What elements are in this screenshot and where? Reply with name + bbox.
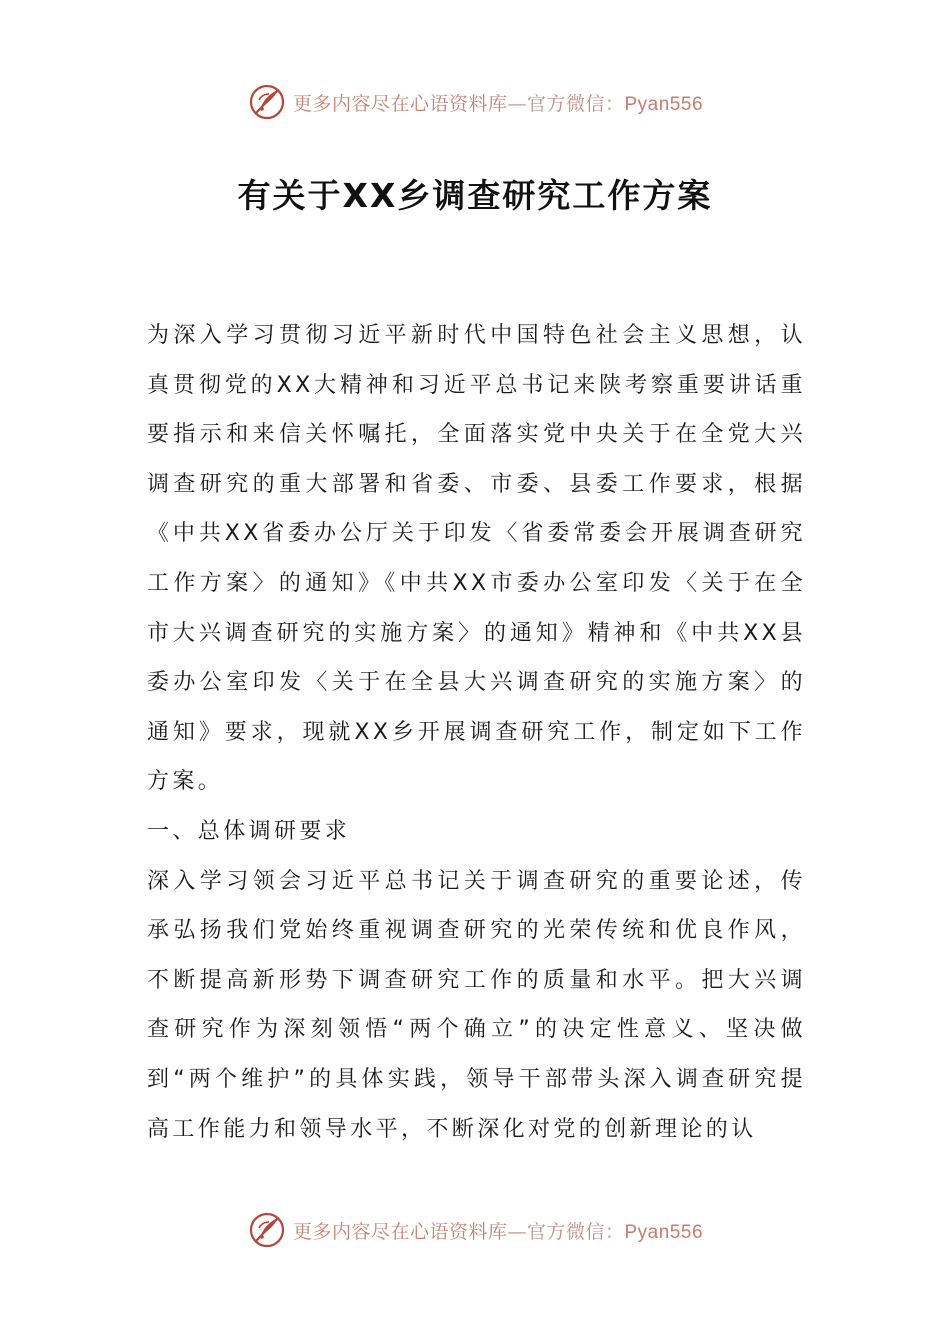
watermark-separator: — bbox=[507, 92, 527, 115]
watermark-wechat-id: Pyan556 bbox=[624, 1221, 704, 1243]
watermark-wechat-label: 官方微信： bbox=[526, 1220, 625, 1243]
intro-paragraph: 为深入学习贯彻习近平新时代中国特色社会主义思想，认真贯彻党的XX大精神和习近平总书记来陕考察重要讲话重要指示和来信关怀嘱托，全面落实党中央关于在全党大兴调查研究的重大部署和省委、市委、县委工作要求，根据《中共XX省委办公厅关于印发〈省委常委会开展调查研究工作方案〉的通知》《中共XX市委办公室印发〈关于在全市大兴调查研究的实施方案〉的通知》精神和《中共XX县委办公室印发〈关于在全县大兴调查研究的实施方案〉的通知》要求，现就XX乡开展调查研究工作，制定如下工作方案。 bbox=[147, 323, 806, 795]
watermark-brand: 更多内容尽在心语资料库 bbox=[292, 1220, 508, 1243]
footer-watermark-text bbox=[293, 1217, 703, 1244]
watermark-wechat-id: Pyan556 bbox=[624, 93, 704, 115]
document-title: 有关于XX乡调查研究工作方案 bbox=[237, 176, 713, 215]
header-watermark-text bbox=[293, 89, 703, 116]
section-paragraph: 深入学习领会习近平总书记关于调查研究的重要论述，传承弘扬我们党始终重视调查研究的光荣传统和优良作风，不断提高新形势下调查研究工作的质量和水平。把大兴调查研究作为深刻领悟“两个确立”的决定性意义、坚决做到“两个维护”的具体实践，领导干部带头深入调查研究提高工作能力和领导水平，不断深化对党的创新理论的认 bbox=[147, 868, 806, 1142]
watermark-separator: — bbox=[507, 1220, 527, 1243]
section-heading: 一、总体调研要求 bbox=[147, 818, 351, 844]
header-watermark bbox=[0, 80, 950, 124]
watermark-brand: 更多内容尽在心语资料库 bbox=[292, 92, 508, 115]
quill-logo-icon bbox=[247, 82, 287, 122]
footer-watermark bbox=[0, 1208, 950, 1252]
document-body bbox=[147, 311, 806, 1154]
quill-logo-icon bbox=[247, 1210, 287, 1250]
watermark-wechat-label: 官方微信： bbox=[526, 92, 625, 115]
